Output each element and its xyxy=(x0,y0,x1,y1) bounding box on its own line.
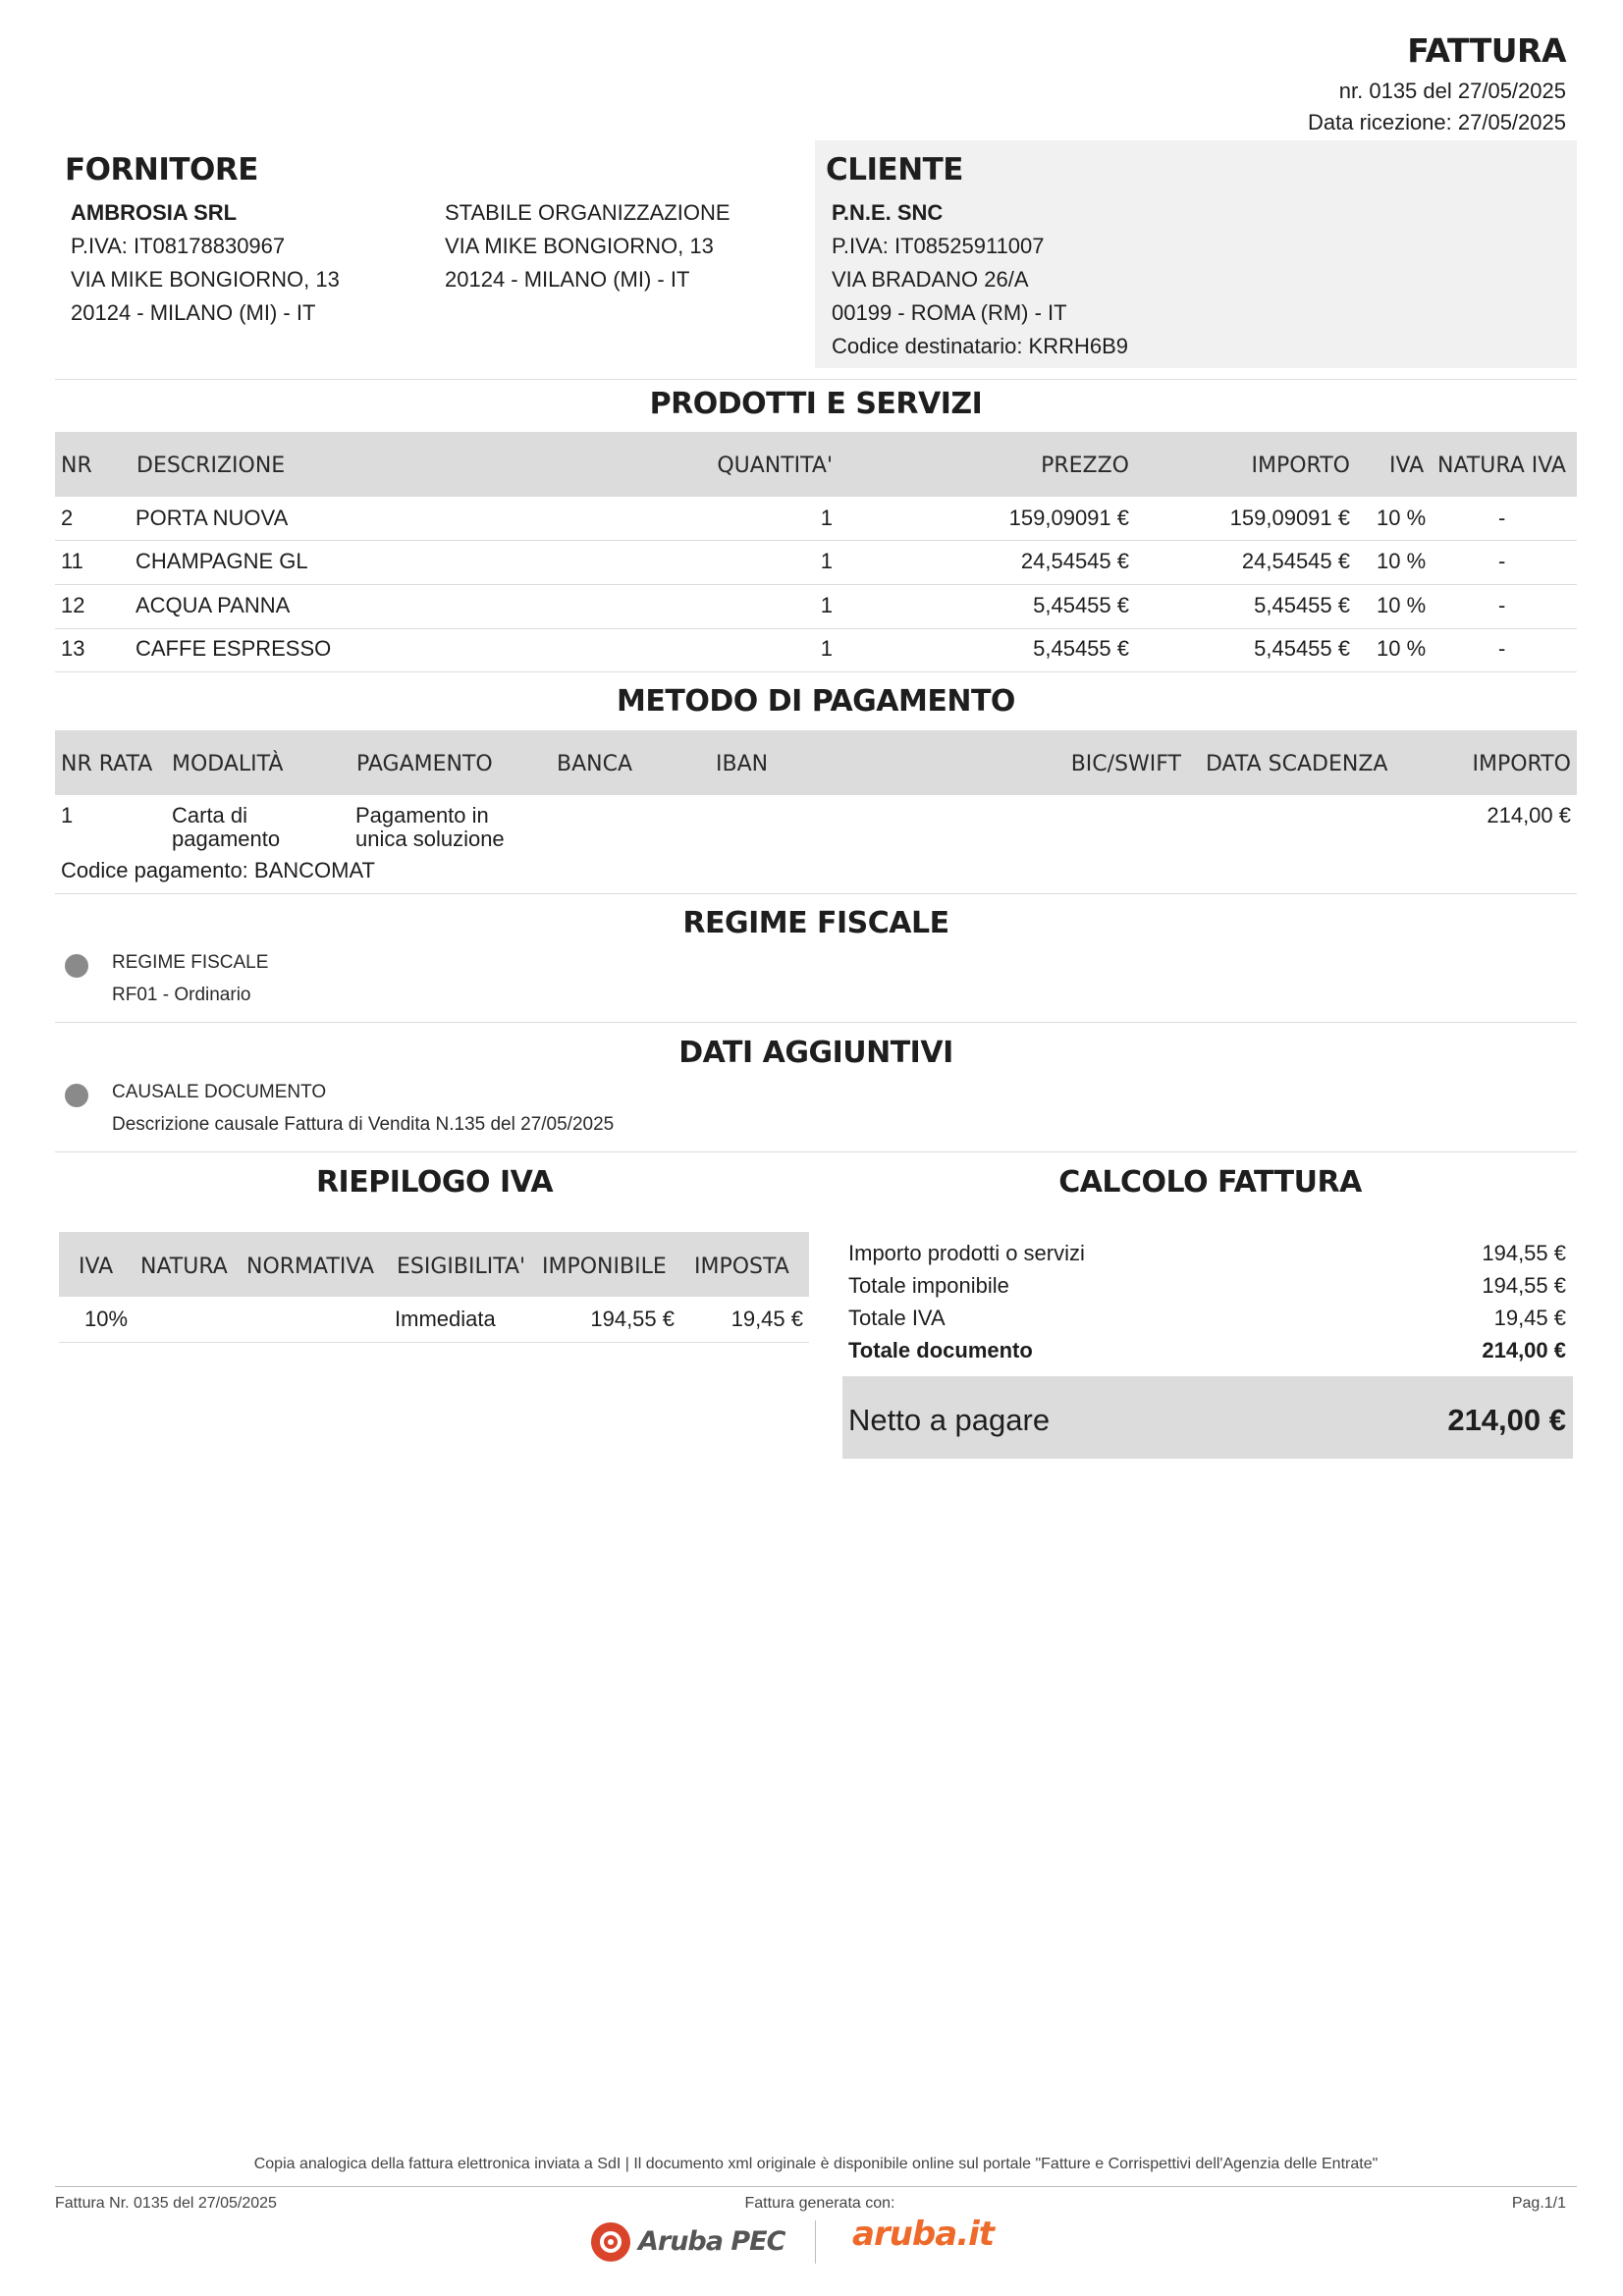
footer-note: Copia analogica della fattura elettronica inviata a SdI | Il documento xml originale è disponibile online sul portale "Fatture e Corrispettivi dell'Agenzia delle Entrate" xyxy=(253,2156,1379,2172)
row-quantity: 1 xyxy=(820,636,833,661)
calc-title: CALCOLO FATTURA xyxy=(1058,1165,1362,1200)
supplier-vat: P.IVA: IT08178830967 xyxy=(71,234,286,258)
col-bic: BIC/SWIFT xyxy=(1070,752,1181,776)
supplier-address: VIA MIKE BONGIORNO, 13 xyxy=(71,267,340,292)
row-amount: 24,54545 € xyxy=(1241,549,1350,573)
vat-summary-title: RIEPILOGO IVA xyxy=(315,1165,554,1200)
payment-mode-line2: pagamento xyxy=(172,827,281,851)
supplier-city: 20124 - MILANO (MI) - IT xyxy=(71,300,316,325)
row-vat-nature: - xyxy=(1498,636,1506,661)
client-name: P.N.E. SNC xyxy=(832,200,944,225)
col-nr: NR xyxy=(61,454,92,478)
regime-label: REGIME FISCALE xyxy=(112,952,269,973)
col-price: PREZZO xyxy=(1041,454,1129,478)
col-amount: IMPORTO xyxy=(1251,454,1350,478)
extra-value: Descrizione causale Fattura di Vendita N.135 del 27/05/2025 xyxy=(112,1114,615,1135)
doc-title: FATTURA xyxy=(1407,31,1566,70)
row-vat: 10 % xyxy=(1377,636,1427,661)
products-title: PRODOTTI E SERVIZI xyxy=(649,387,983,421)
aruba-it-logo: aruba.it xyxy=(852,2215,995,2254)
row-vat-nature: - xyxy=(1498,549,1506,573)
extra-label: CAUSALE DOCUMENTO xyxy=(112,1082,327,1102)
vat-tax: 19,45 € xyxy=(730,1307,803,1331)
extra-title: DATI AGGIUNTIVI xyxy=(678,1036,953,1070)
col-vat-norm: NORMATIVA xyxy=(246,1255,375,1279)
row-divider xyxy=(55,540,1577,541)
client-vat: P.IVA: IT08525911007 xyxy=(832,234,1045,258)
footer-invoice-ref: Fattura Nr. 0135 del 27/05/2025 xyxy=(55,2195,277,2212)
payment-type-line2: unica soluzione xyxy=(355,827,505,851)
supplier-block xyxy=(71,196,340,330)
col-vat-nature: NATURA xyxy=(140,1255,228,1279)
footer-generated-with: Fattura generata con: xyxy=(744,2195,895,2212)
client-recipient-code: Codice destinatario: KRRH6B9 xyxy=(832,334,1129,358)
row-vat-nature: - xyxy=(1498,506,1506,530)
supplier-branch-block xyxy=(445,196,730,296)
row-price: 159,09091 € xyxy=(1008,506,1129,530)
row-quantity: 1 xyxy=(820,593,833,617)
col-vat: IVA xyxy=(1389,454,1425,478)
col-vat-esig: ESIGIBILITA' xyxy=(397,1255,526,1279)
row-vat: 10 % xyxy=(1377,506,1427,530)
net-to-pay-value: 214,00 € xyxy=(1447,1403,1566,1437)
row-nr: 12 xyxy=(61,593,85,617)
regime-title: REGIME FISCALE xyxy=(682,906,949,940)
calc-value-total: 214,00 € xyxy=(1482,1338,1566,1362)
regime-value: RF01 - Ordinario xyxy=(112,985,251,1005)
supplier-heading: FORNITORE xyxy=(65,152,258,187)
col-mode: MODALITÀ xyxy=(172,752,284,776)
row-description: PORTA NUOVA xyxy=(135,506,289,530)
row-quantity: 1 xyxy=(820,506,833,530)
row-vat: 10 % xyxy=(1377,593,1427,617)
row-divider xyxy=(59,1342,809,1343)
calc-value-taxable: 194,55 € xyxy=(1482,1273,1566,1298)
row-divider xyxy=(55,671,1577,672)
row-description: CAFFE ESPRESSO xyxy=(135,636,332,661)
footer-page-number: Pag.1/1 xyxy=(1511,2195,1566,2212)
col-iban: IBAN xyxy=(716,752,769,776)
client-block xyxy=(832,196,1128,363)
col-payment-amount: IMPORTO xyxy=(1472,752,1571,776)
row-vat: 10 % xyxy=(1377,549,1427,573)
row-amount: 159,09091 € xyxy=(1229,506,1350,530)
payment-code: Codice pagamento: BANCOMAT xyxy=(61,858,375,882)
doc-number: nr. 0135 del 27/05/2025 xyxy=(1338,79,1566,103)
col-description: DESCRIZIONE xyxy=(136,454,286,478)
aruba-pec-wordmark: Aruba PEC xyxy=(638,2226,785,2257)
col-bank: BANCA xyxy=(557,752,633,776)
calc-value-products: 194,55 € xyxy=(1482,1241,1566,1265)
row-divider xyxy=(55,584,1577,585)
logo-separator xyxy=(815,2220,816,2264)
col-vat-taxable: IMPONIBILE xyxy=(542,1255,667,1279)
supplier-branch-city: 20124 - MILANO (MI) - IT xyxy=(445,267,690,292)
payment-installment: 1 xyxy=(61,803,74,828)
vat-rate: 10% xyxy=(84,1307,129,1331)
payment-title: METODO DI PAGAMENTO xyxy=(617,684,1015,719)
calc-value-vat: 19,45 € xyxy=(1493,1306,1566,1330)
client-address: VIA BRADANO 26/A xyxy=(832,267,1029,292)
calc-label-products: Importo prodotti o servizi xyxy=(848,1241,1085,1265)
calc-label-total: Totale documento xyxy=(848,1338,1033,1362)
client-heading: CLIENTE xyxy=(826,152,963,187)
payment-amount: 214,00 € xyxy=(1487,803,1571,828)
doc-received-date: Data ricezione: 27/05/2025 xyxy=(1308,110,1566,134)
supplier-branch-title: STABILE ORGANIZZAZIONE xyxy=(445,200,730,225)
payment-type-line1: Pagamento in xyxy=(355,803,489,828)
row-price: 24,54545 € xyxy=(1020,549,1129,573)
net-to-pay-label: Netto a pagare xyxy=(848,1403,1051,1437)
col-installment: NR RATA xyxy=(61,752,153,776)
vat-taxable: 194,55 € xyxy=(590,1307,675,1331)
calc-label-taxable: Totale imponibile xyxy=(848,1273,1009,1298)
aruba-pec-seal-icon xyxy=(589,2220,632,2264)
divider xyxy=(55,1022,1577,1023)
row-divider xyxy=(55,628,1577,629)
row-price: 5,45455 € xyxy=(1033,593,1129,617)
col-payment: PAGAMENTO xyxy=(356,752,493,776)
row-quantity: 1 xyxy=(820,549,833,573)
col-vat-tax: IMPOSTA xyxy=(694,1255,789,1279)
row-description: ACQUA PANNA xyxy=(135,593,291,617)
row-description: CHAMPAGNE GL xyxy=(135,549,308,573)
col-vat-rate: IVA xyxy=(79,1255,114,1279)
row-nr: 11 xyxy=(61,549,83,573)
supplier-name: AMBROSIA SRL xyxy=(71,200,238,225)
row-amount: 5,45455 € xyxy=(1254,593,1350,617)
col-quantity: QUANTITA' xyxy=(717,454,833,478)
footer-divider xyxy=(55,2186,1577,2187)
row-price: 5,45455 € xyxy=(1033,636,1129,661)
vat-esig: Immediata xyxy=(395,1307,496,1331)
row-vat-nature: - xyxy=(1498,593,1506,617)
row-nr: 13 xyxy=(61,636,85,661)
col-vat-nature: NATURA IVA xyxy=(1437,454,1566,478)
bullet-icon xyxy=(65,1084,88,1107)
divider xyxy=(55,1151,1577,1152)
row-amount: 5,45455 € xyxy=(1254,636,1350,661)
supplier-branch-address: VIA MIKE BONGIORNO, 13 xyxy=(445,234,714,258)
client-city: 00199 - ROMA (RM) - IT xyxy=(832,300,1067,325)
row-nr: 2 xyxy=(61,506,74,530)
divider xyxy=(55,379,1577,380)
bullet-icon xyxy=(65,954,88,978)
payment-mode-line1: Carta di xyxy=(172,803,248,828)
divider xyxy=(55,893,1577,894)
col-due-date: DATA SCADENZA xyxy=(1206,752,1388,776)
calc-label-vat: Totale IVA xyxy=(848,1306,946,1330)
